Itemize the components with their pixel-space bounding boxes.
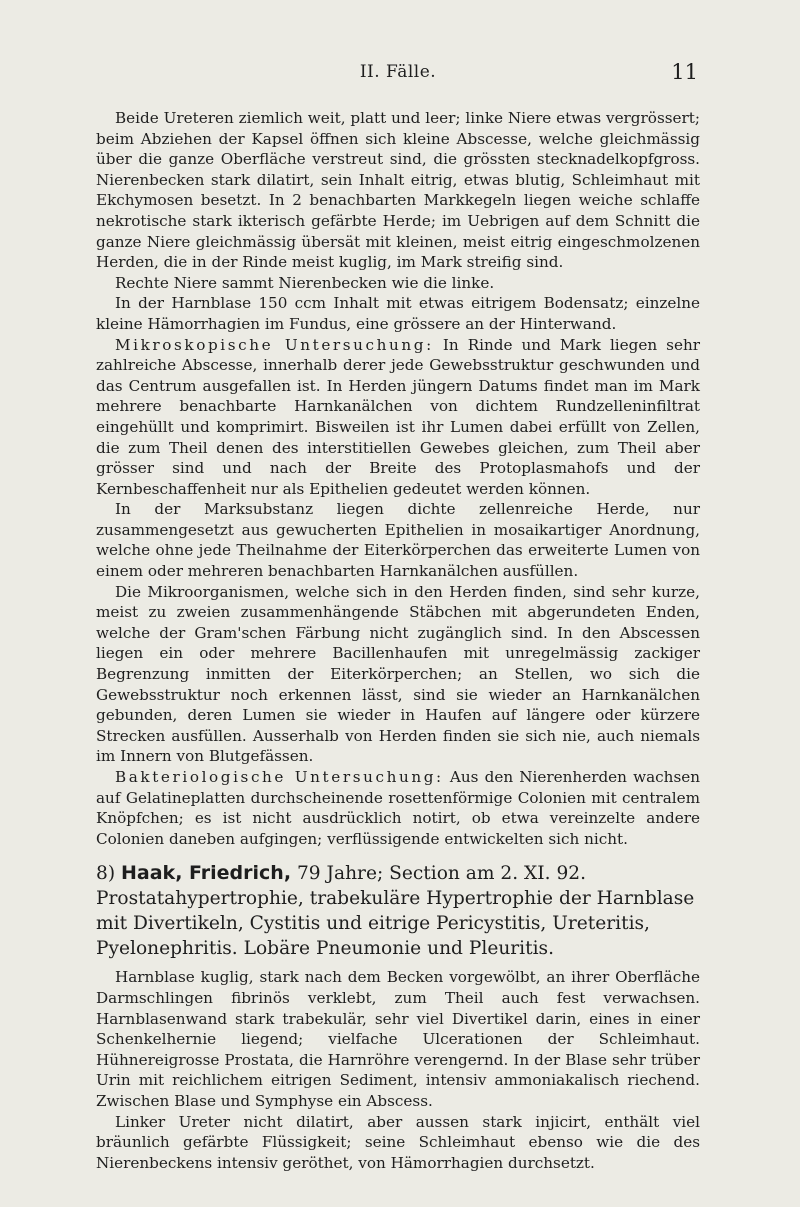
- paragraph-case-ureter: Linker Ureter nicht dilatirt, aber aussen stark injicirt, enthält viel bräunlich gefärbte Flüssigkeit; seine Schleimhaut ebenso wie die des Nierenbeckens intensiv geröthet, von Hämorrhagien durchsetzt.: [96, 1112, 700, 1172]
- paragraph-microorganisms: Die Mikroorganismen, welche sich in den Herden finden, sind sehr kurze, meist zu zweien zusammenhängende Stäbchen mit abgerundeten Enden, welche der Gram'schen Färbung nicht zugänglich sind. In den Abscessen liegen ein oder mehrere Bacillenhaufen mit unregelmässig zackiger Begrenzung inmitten der Eiterkörperchen; an Stellen, wo sich die Gewebsstruktur noch erkennen lässt, sind sie wieder an Harnkanälchen gebunden, deren Lumen sie wieder in Haufen auf längere oder kürzere Strecken ausfüllen. Ausserhalb von Herden finden sie sich nie, auch niemals im Innern von Blutgefässen.: [96, 582, 700, 766]
- paragraph-medulla: In der Marksubstanz liegen dichte zellenreiche Herde, nur zusammengesetzt aus gewucherten Epithelien in mosaikartiger Anordnung, welche ohne jede Theilnahme der Eiterkörperchen das erweiterte Lumen von einem oder mehreren benachbarten Harnkanälchen ausfüllen.: [96, 500, 700, 581]
- microscopic-label: Mikroskopische Untersuchung:: [115, 335, 434, 354]
- bacteriological-text: Aus den Nierenherden wachsen auf Gelatineplatten durchscheinende rosettenförmige Colonien mit centralem Knöpfchen; es ist nicht ausdrücklich notirt, ob etwa vereinzelte andere Colonien daneben aufgingen; verflüssigende entwickelten sich nicht.: [96, 768, 701, 848]
- case-heading: [96, 861, 700, 961]
- paragraph-microscopic: [96, 335, 700, 500]
- running-head: [96, 62, 700, 86]
- case-diagnosis: Prostatahypertrophie, trabekuläre Hypertrophie der Harnblase mit Divertikeln, Cystitis und eitrige Pericystitis, Ureteritis, Pyelonephritis. Lobäre Pneumonie und Pleuritis.: [96, 888, 695, 960]
- case-details: 79 Jahre; Section am 2. XI. 92.: [291, 863, 587, 885]
- paragraph-bladder: In der Harnblase 150 ccm Inhalt mit etwas eitrigem Bodensatz; einzelne kleine Hämorrhagien im Fundus, eine grössere an der Hinterwand.: [96, 294, 700, 333]
- paragraph-right-kidney: Rechte Niere sammt Nierenbecken wie die linke.: [115, 273, 495, 292]
- page-body: [96, 108, 700, 1173]
- microscopic-text: In Rinde und Mark liegen sehr zahlreiche Abscesse, innerhalb derer jede Gewebsstruktur geschwunden und das Centrum ausgefallen ist. In Herden jüngern Datums findet man im Mark mehrere benachbarte Harnkanälchen von dichtem Rundzelleninfiltrat eingehüllt und komprimirt. Bisweilen ist ihr Lumen dabei erfüllt von Zellen, die zum Theil denen des interstitiellen Gewebes gleichen, zum Theil aber grösser sind und nach der Breite des Protoplasmahofs und der Kernbeschaffenheit nur als Epithelien gedeutet werden können.: [96, 335, 700, 498]
- paragraph-case-bladder: Harnblase kuglig, stark nach dem Becken vorgewölbt, an ihrer Oberfläche Darmschlingen fibrinös verklebt, zum Theil auch fest verwachsen. Harnblasenwand stark trabekulär, sehr viel Divertikel darin, eines in einer Schenkelhernie liegend; vielfache Ulcerationen der Schleimhaut. Hühnereigrosse Prostata, die Harnröhre verengernd. In der Blase sehr trüber Urin mit reichlichem eitrigen Sediment, intensiv ammoniakalisch riechend. Zwischen Blase und Symphyse ein Abscess.: [96, 968, 700, 1110]
- paragraph-ureters-kidney: Beide Ureteren ziemlich weit, platt und leer; linke Niere etwas vergrössert; beim Abziehen der Kapsel öffnen sich kleine Abscesse, welche gleichmässig über die ganze Oberfläche verstreut sind, die grössten stecknadelkopfgross. Nierenbecken stark dilatirt, sein Inhalt eitrig, etwas blutig, Schleimhaut mit Ekchymosen besetzt. In 2 benachbarten Markkegeln liegen weiche schlaffe nekrotische stark ikterisch gefärbte Herde; im Uebrigen auf dem Schnitt die ganze Niere gleichmässig übersät mit kleinen, meist eitrig eingeschmolzenen Herden, die in der Rinde meist kuglig, im Mark streifig sind.: [96, 109, 700, 272]
- paragraph-bacteriological: [96, 767, 700, 849]
- page-number: 11: [671, 60, 698, 84]
- bacteriological-label: Bakteriologische Untersuchung:: [115, 768, 444, 786]
- case-number: 8): [96, 863, 116, 885]
- running-title: II. Fälle.: [359, 62, 437, 82]
- case-name: Haak, Friedrich,: [121, 862, 292, 885]
